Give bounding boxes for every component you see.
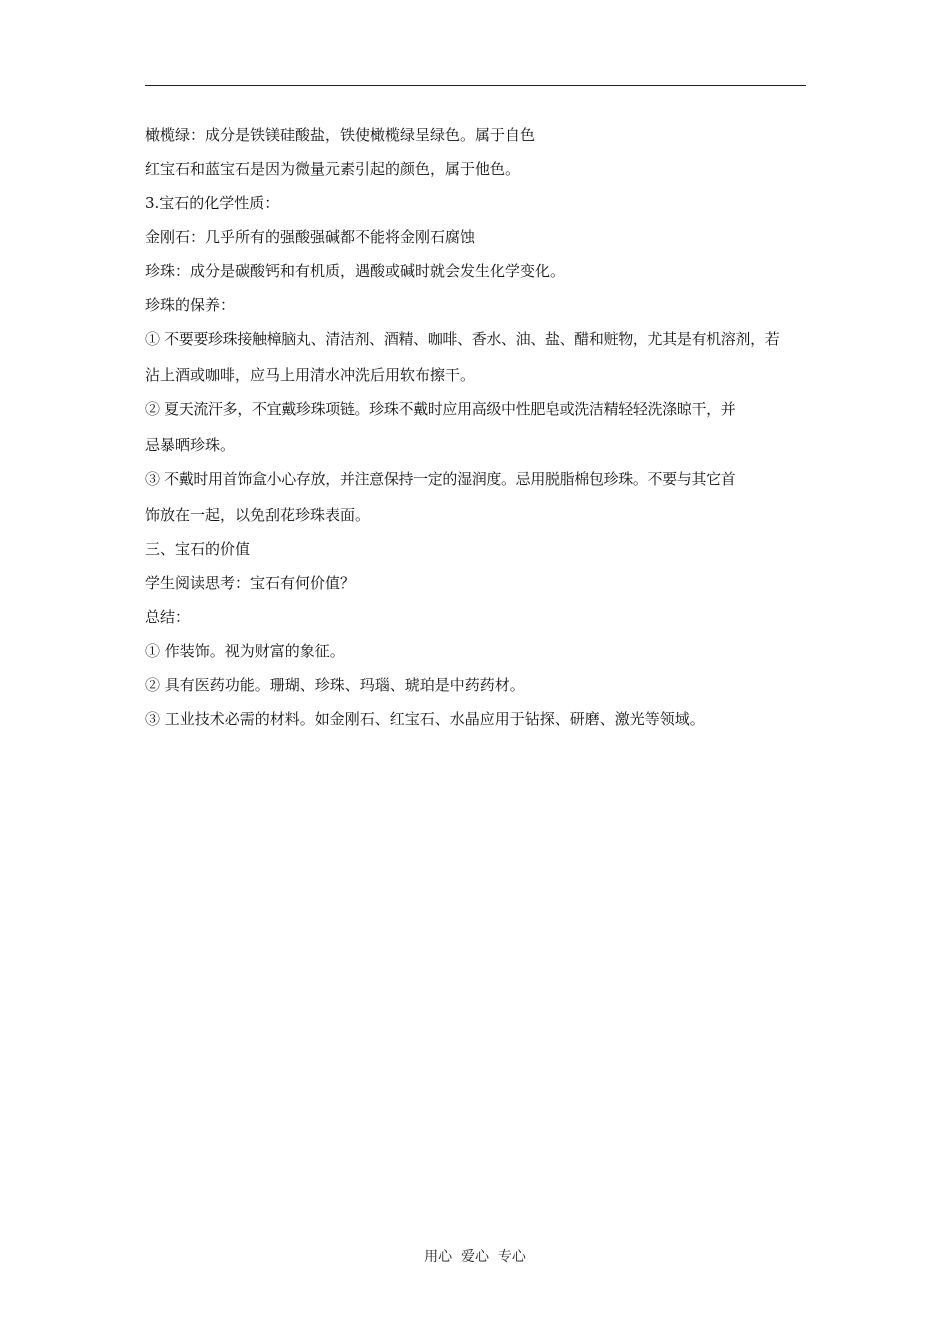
text-line-ruby-sapphire: 红宝石和蓝宝石是因为微量元素引起的颜色，属于他色。 <box>145 160 521 178</box>
page-footer: 用心 爱心 专心 <box>424 1249 526 1265</box>
summary-item-1: ① 作装饰。视为财富的象征。 <box>145 642 345 660</box>
care-item-1-line-2: 沾上酒或咖啡，应马上用清水冲洗后用软布擦干。 <box>145 366 476 384</box>
text-line-olivine: 橄榄绿：成分是铁镁硅酸盐，铁使橄榄绿呈绿色。属于自色 <box>145 126 536 144</box>
section-title-value: 三、宝石的价值 <box>145 540 251 558</box>
text-line-diamond: 金刚石：几乎所有的强酸强碱都不能将金刚石腐蚀 <box>145 228 476 246</box>
care-item-1 <box>145 328 806 387</box>
heading-pearl-care: 珍珠的保养： <box>145 296 236 314</box>
summary-label: 总结： <box>145 608 191 626</box>
care-item-3-line-1: ③ 不戴时用首饰盒小心存放，并注意保持一定的湿润度。忌用脱脂棉包珍珠。不要与其它首 <box>145 470 736 488</box>
heading-chemical-properties: 3.宝石的化学性质： <box>145 194 280 212</box>
care-item-2 <box>145 398 806 457</box>
summary-item-2: ② 具有医药功能。珊瑚、珍珠、玛瑙、琥珀是中药药材。 <box>145 676 525 694</box>
summary-item-3: ③ 工业技术必需的材料。如金刚石、红宝石、水晶应用于钻探、研磨、激光等领域。 <box>145 710 705 728</box>
care-item-2-line-2: 忌暴晒珍珠。 <box>145 436 236 454</box>
care-item-3-line-2: 饰放在一起，以免刮花珍珠表面。 <box>145 506 371 524</box>
care-item-2-line-1: ② 夏天流汗多，不宜戴珍珠项链。珍珠不戴时应用高级中性肥皂或洗洁精轻轻洗涤晾干，并 <box>145 400 736 418</box>
care-item-3 <box>145 468 806 527</box>
text-line-pearl: 珍珠：成分是碳酸钙和有机质，遇酸或碱时就会发生化学变化。 <box>145 262 566 280</box>
question-line: 学生阅读思考：宝石有何价值？ <box>145 574 356 592</box>
document-body <box>145 124 806 742</box>
header-rule <box>145 85 806 86</box>
care-item-1-line-1: ① 不要要珍珠接触樟脑丸、清洁剂、酒精、咖啡、香水、油、盐、醋和赃物，尤其是有机溶剂，若 <box>145 330 780 348</box>
